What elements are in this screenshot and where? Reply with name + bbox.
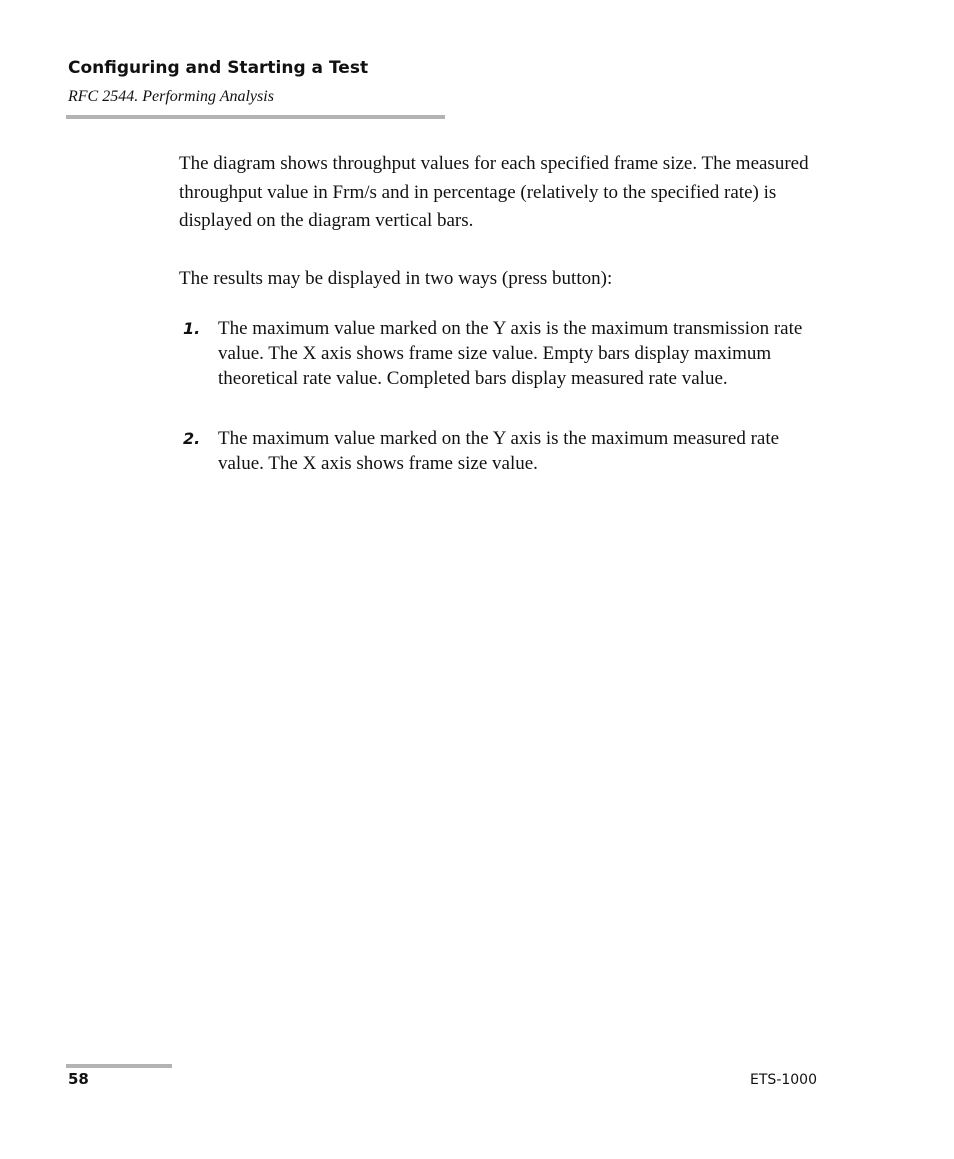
page-number: 58 <box>68 1070 89 1088</box>
list-item-number: 2. <box>183 429 201 448</box>
footer-divider <box>66 1064 172 1068</box>
page-section-title: Configuring and Starting a Test <box>68 58 369 78</box>
list-item-text: The maximum value marked on the Y axis is the maximum measured rate value. The X axis shows frame size value. <box>218 428 780 474</box>
page-subsection-title: RFC 2544. Performing Analysis <box>68 88 274 105</box>
intro-paragraph: The diagram shows throughput values for each specified frame size. The measured throughput value in Frm/s and in percentage (relatively to the specified rate) is displayed on the diagram vertical bars. <box>179 153 809 231</box>
list-item-text: The maximum value marked on the Y axis is the maximum transmission rate value. The X axis shows frame size value. Empty bars display maximum theoretical rate value. Completed bars display measured rate value. <box>218 318 803 389</box>
product-name: ETS-1000 <box>750 1072 817 1088</box>
header-divider <box>66 115 445 119</box>
display-modes-paragraph: The results may be displayed in two ways (press button): <box>179 268 613 289</box>
list-item-number: 1. <box>183 319 201 338</box>
